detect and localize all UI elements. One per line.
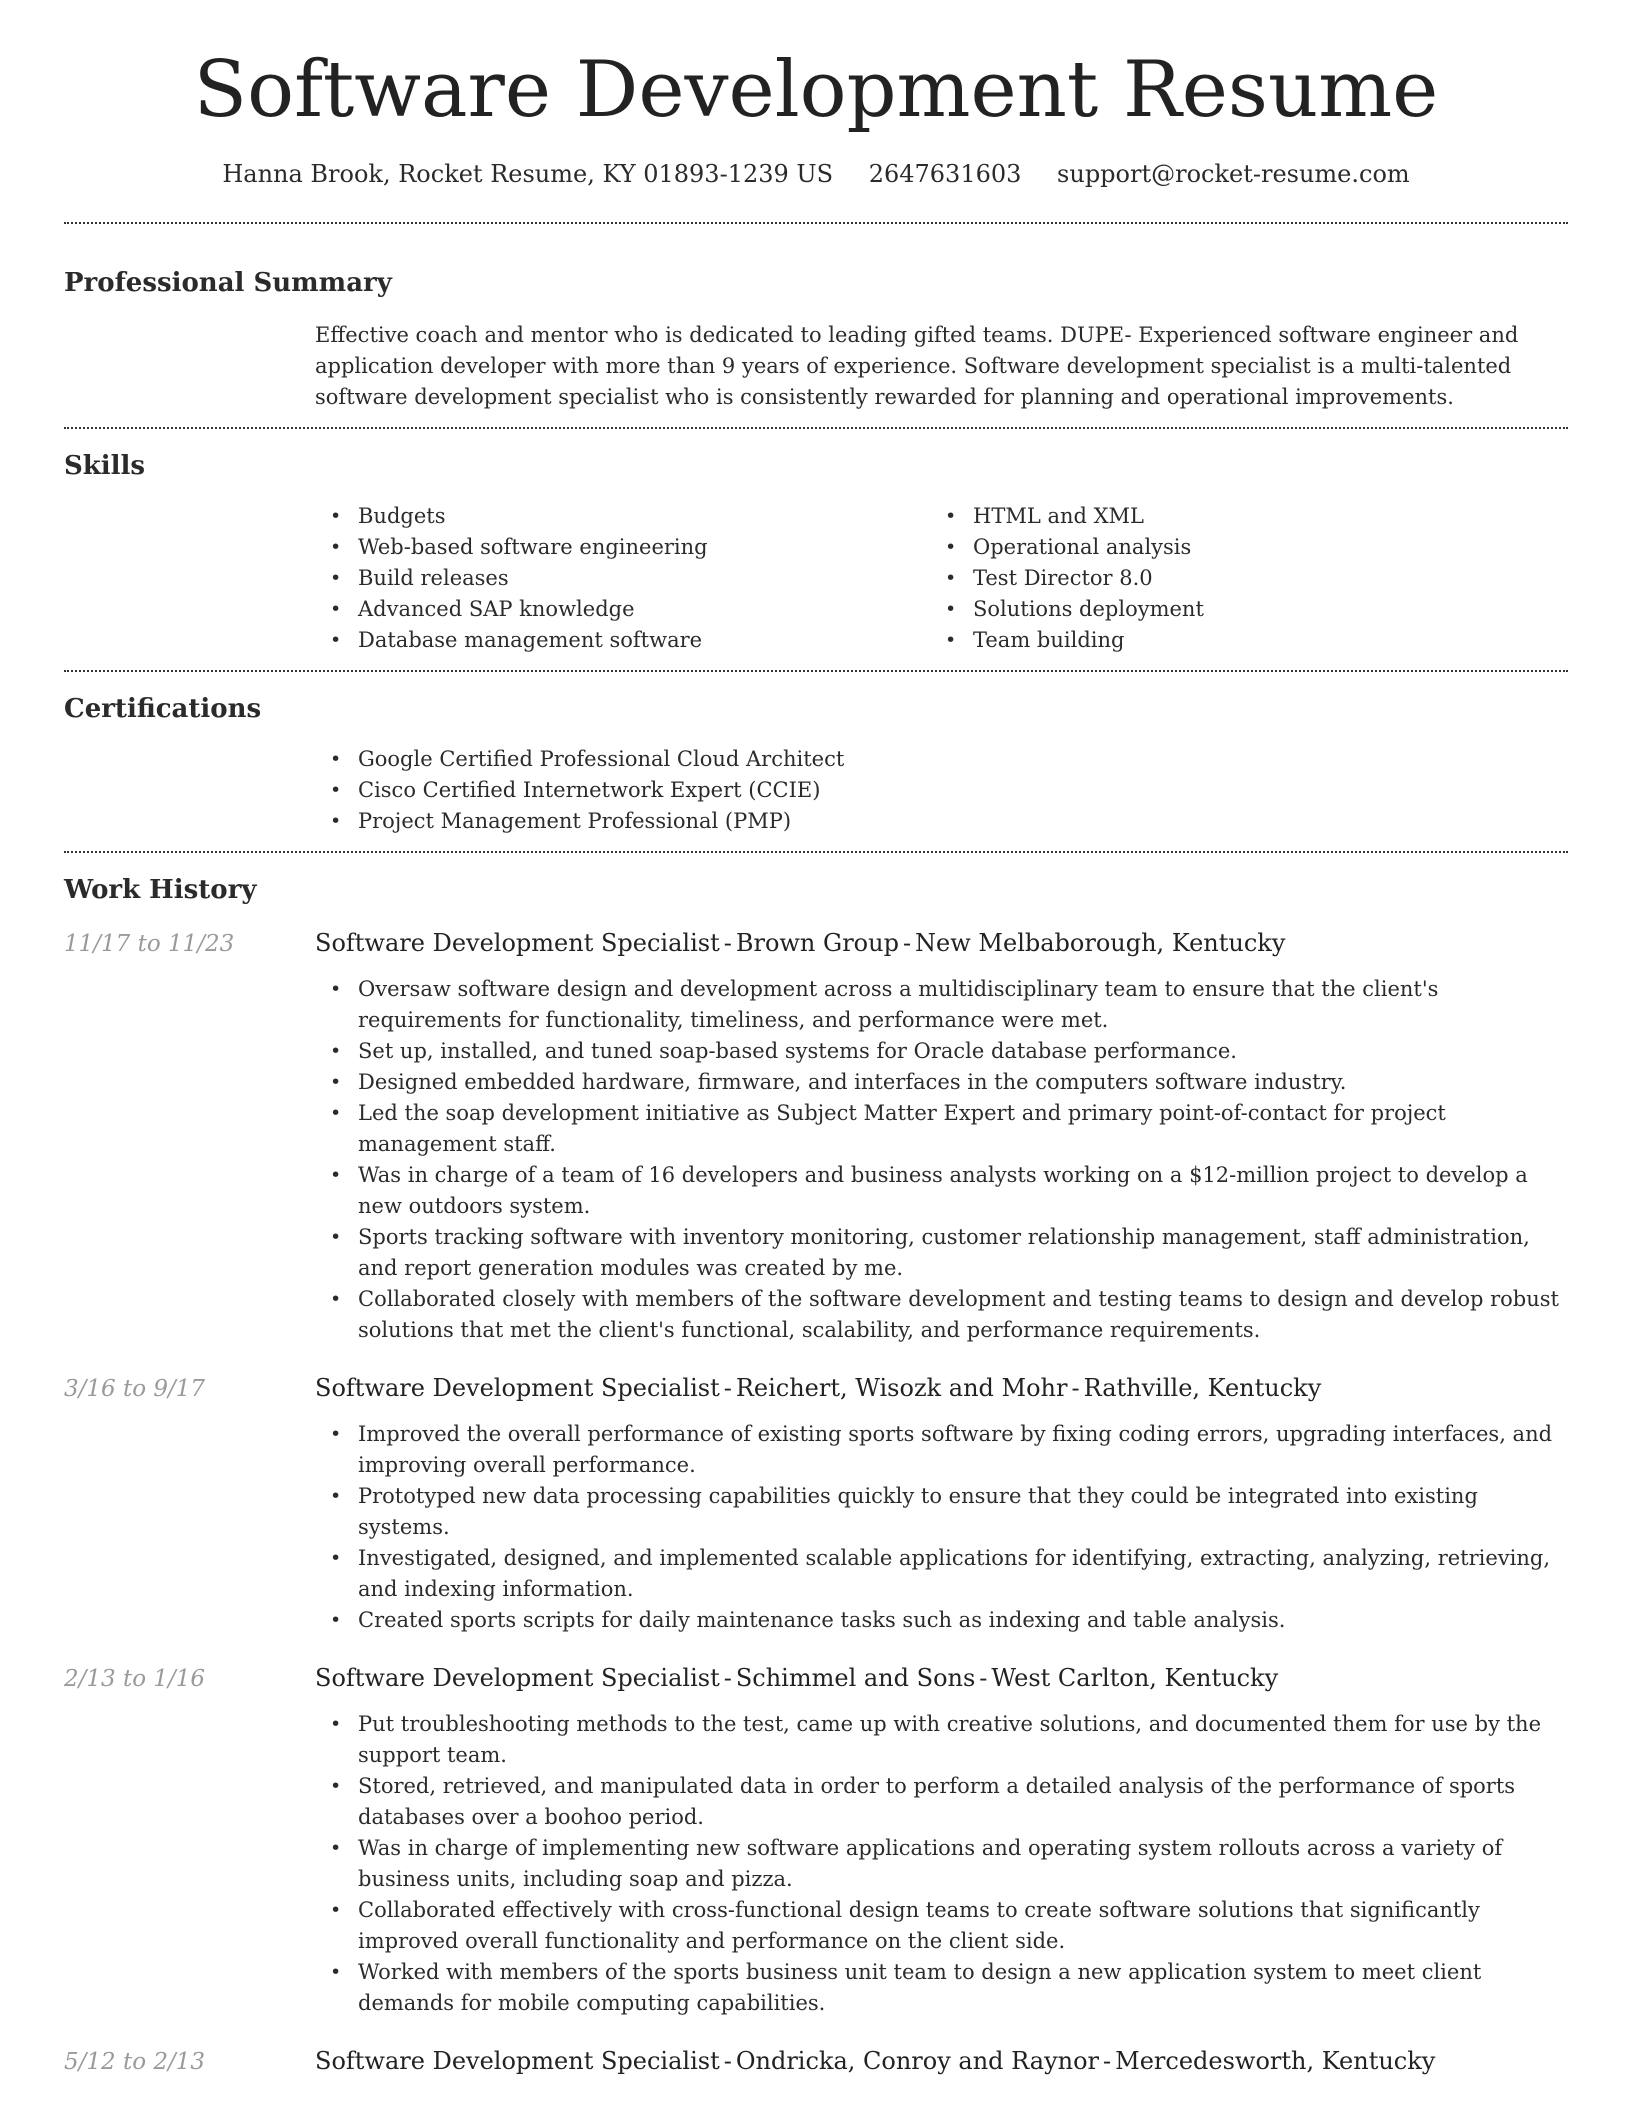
job-title: Software Development Specialist bbox=[315, 2046, 720, 2075]
job-details bbox=[315, 929, 1568, 1346]
job-bullet: • Led the soap development initiative as Subject Matter Expert and primary point-of-contact for project management staff. bbox=[315, 1098, 1568, 1160]
contact-line bbox=[64, 160, 1568, 188]
certification-item: • Project Management Professional (PMP) bbox=[315, 806, 1568, 837]
skill-item: • Web-based software engineering bbox=[315, 532, 930, 563]
job-title: Software Development Specialist bbox=[315, 1663, 720, 1692]
job-entry bbox=[64, 1664, 1568, 2019]
job-bullet: • Oversaw software design and development across a multidisciplinary team to ensure that the client's requirements for functionality, timeliness, and performance were met. bbox=[315, 974, 1568, 1036]
work-history-section bbox=[64, 875, 1568, 2092]
divider bbox=[64, 851, 1568, 853]
job-bullets bbox=[315, 1419, 1568, 1636]
job-dates: 3/16 to 9/17 bbox=[64, 1375, 206, 1402]
job-bullets bbox=[315, 974, 1568, 1346]
divider bbox=[64, 670, 1568, 672]
skill-item: • Team building bbox=[930, 625, 1545, 656]
job-location: Rathville, Kentucky bbox=[1083, 1373, 1322, 1402]
job-company: Reichert, Wisozk and Mohr bbox=[735, 1373, 1068, 1402]
skill-item: • Advanced SAP knowledge bbox=[315, 594, 930, 625]
job-details bbox=[315, 1664, 1568, 2019]
skills-grid bbox=[315, 501, 1568, 670]
job-heading: Software Development Specialist - Schimmel and Sons - West Carlton, Kentucky bbox=[315, 1663, 1279, 1692]
job-bullet: • Stored, retrieved, and manipulated data in order to perform a detailed analysis of the performance of sports databases over a boohoo period. bbox=[315, 1771, 1568, 1833]
summary-text: Effective coach and mentor who is dedicated to leading gifted teams. DUPE- Experienced software engineer and application developer with more than 9 years of experience. Software development specialist is a multi-talented software development specialist who is consistently rewarded for planning and operational improvements. bbox=[315, 322, 1519, 409]
job-company: Brown Group bbox=[735, 928, 899, 957]
job-bullet: • Prototyped new data processing capabilities quickly to ensure that they could be integrated into existing systems. bbox=[315, 1481, 1568, 1543]
job-location: Mercedesworth, Kentucky bbox=[1115, 2046, 1436, 2075]
contact-address: Hanna Brook, Rocket Resume, KY 01893-1239 US bbox=[222, 159, 834, 188]
job-company: Schimmel and Sons bbox=[735, 1663, 976, 1692]
job-bullet: • Sports tracking software with inventory monitoring, customer relationship management, staff administration, and report generation modules was created by me. bbox=[315, 1222, 1568, 1284]
skills-list-right bbox=[930, 501, 1545, 656]
job-company: Ondricka, Conroy and Raynor bbox=[735, 2046, 1100, 2075]
job-entry bbox=[64, 929, 1568, 1346]
contact-phone: 2647631603 bbox=[868, 159, 1022, 188]
job-dates: 11/17 to 11/23 bbox=[64, 930, 235, 957]
job-bullet: • Improved the overall performance of existing sports software by fixing coding errors, upgrading interfaces, and improving overall performance. bbox=[315, 1419, 1568, 1481]
section-heading: Certifications bbox=[64, 693, 262, 724]
job-heading: Software Development Specialist - Brown Group - New Melbaborough, Kentucky bbox=[315, 928, 1286, 957]
job-heading: Software Development Specialist - Reichert, Wisozk and Mohr - Rathville, Kentucky bbox=[315, 1373, 1322, 1402]
resume-page bbox=[64, 0, 1568, 2112]
certification-item: • Cisco Certified Internetwork Expert (CCIE) bbox=[315, 775, 1568, 806]
certifications-list bbox=[315, 744, 1568, 851]
job-bullet: • Collaborated closely with members of the software development and testing teams to design and develop robust solutions that met the client's functional, scalability, and performance requirements. bbox=[315, 1284, 1568, 1346]
job-bullet: • Set up, installed, and tuned soap-based systems for Oracle database performance. bbox=[315, 1036, 1568, 1067]
section-heading: Work History bbox=[64, 874, 257, 905]
job-location: New Melbaborough, Kentucky bbox=[915, 928, 1286, 957]
job-bullet: • Investigated, designed, and implemented scalable applications for identifying, extracting, analyzing, retrieving, and indexing information. bbox=[315, 1543, 1568, 1605]
job-heading: Software Development Specialist - Ondricka, Conroy and Raynor - Mercedesworth, Kentucky bbox=[315, 2046, 1436, 2075]
section-heading: Professional Summary bbox=[64, 267, 392, 298]
job-entry bbox=[64, 2047, 1568, 2092]
job-location: West Carlton, Kentucky bbox=[991, 1663, 1279, 1692]
job-entry bbox=[64, 1374, 1568, 1636]
section-heading: Skills bbox=[64, 450, 146, 481]
skill-item: • Budgets bbox=[315, 501, 930, 532]
job-bullet: • Collaborated effectively with cross-functional design teams to create software solutions that significantly improved overall functionality and performance on the client side. bbox=[315, 1895, 1568, 1957]
job-bullet: • Designed embedded hardware, firmware, and interfaces in the computers software industry. bbox=[315, 1067, 1568, 1098]
skills-section bbox=[64, 451, 1568, 670]
divider bbox=[64, 427, 1568, 429]
job-dates: 2/13 to 1/16 bbox=[64, 1665, 206, 1692]
skill-item: • Database management software bbox=[315, 625, 930, 656]
job-bullet: • Was in charge of implementing new software applications and operating system rollouts across a variety of business units, including soap and pizza. bbox=[315, 1833, 1568, 1895]
job-bullets bbox=[315, 1709, 1568, 2019]
job-details bbox=[315, 2047, 1568, 2092]
skill-item: • Build releases bbox=[315, 563, 930, 594]
skill-item: • Test Director 8.0 bbox=[930, 563, 1545, 594]
contact-email: support@rocket-resume.com bbox=[1057, 159, 1410, 188]
job-bullet: • Created sports scripts for daily maintenance tasks such as indexing and table analysis. bbox=[315, 1605, 1568, 1636]
certification-item: • Google Certified Professional Cloud Architect bbox=[315, 744, 1568, 775]
job-bullet: • Worked with members of the sports business unit team to design a new application system to meet client demands for mobile computing capabilities. bbox=[315, 1957, 1568, 2019]
job-title: Software Development Specialist bbox=[315, 1373, 720, 1402]
job-title: Software Development Specialist bbox=[315, 928, 720, 957]
job-bullet: • Put troubleshooting methods to the test, came up with creative solutions, and documented them for use by the support team. bbox=[315, 1709, 1568, 1771]
job-bullet: • Was in charge of a team of 16 developers and business analysts working on a $12-million project to develop a new outdoors system. bbox=[315, 1160, 1568, 1222]
resume-title: Software Development Resume bbox=[193, 45, 1439, 135]
skill-item: • HTML and XML bbox=[930, 501, 1545, 532]
skill-item: • Solutions deployment bbox=[930, 594, 1545, 625]
skills-list-left bbox=[315, 501, 930, 656]
divider bbox=[64, 222, 1568, 224]
summary-section bbox=[64, 268, 1568, 427]
job-details bbox=[315, 1374, 1568, 1636]
certifications-section bbox=[64, 694, 1568, 851]
job-dates: 5/12 to 2/13 bbox=[64, 2048, 206, 2075]
skill-item: • Operational analysis bbox=[930, 532, 1545, 563]
